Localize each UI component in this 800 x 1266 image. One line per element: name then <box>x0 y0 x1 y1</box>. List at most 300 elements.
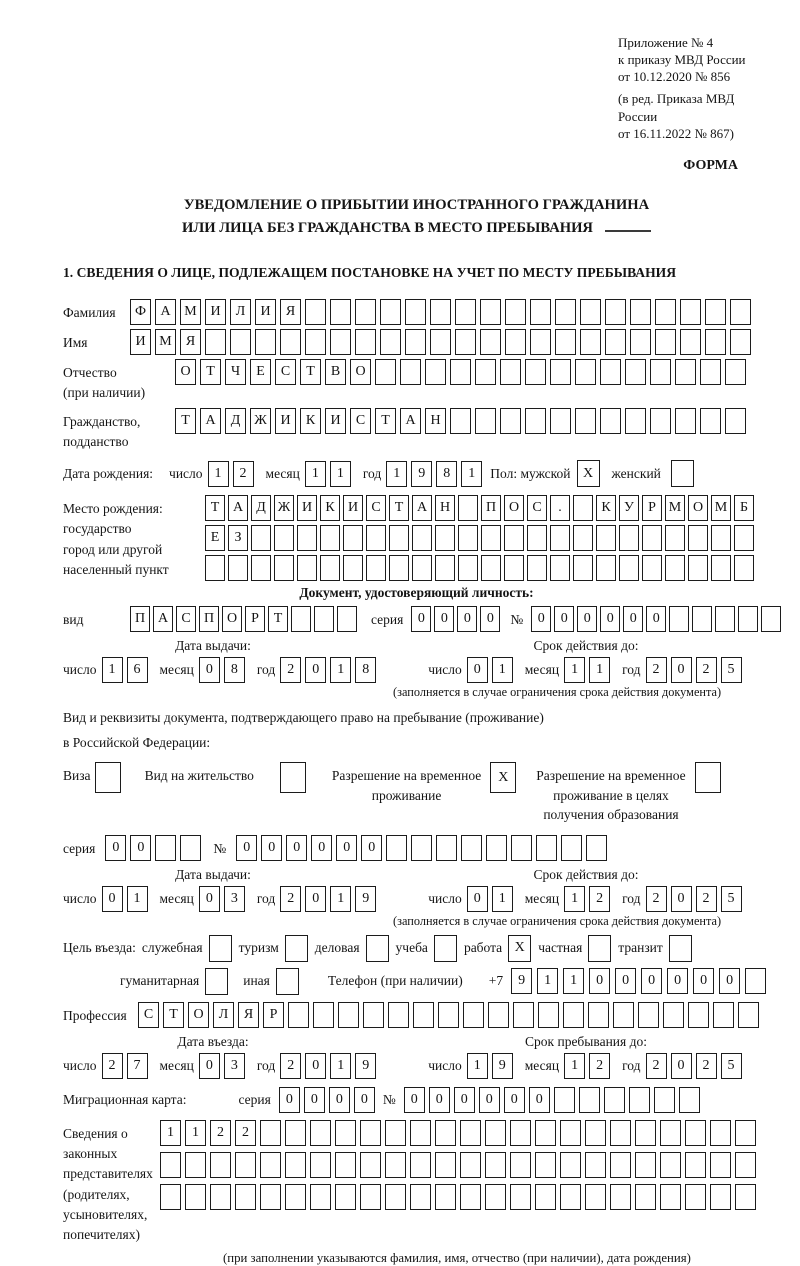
char-cell[interactable]: 0 <box>671 886 692 912</box>
char-cell[interactable]: И <box>255 299 276 325</box>
char-cell[interactable] <box>413 1002 434 1028</box>
char-cell[interactable] <box>438 1002 459 1028</box>
char-cell[interactable]: Б <box>734 495 754 521</box>
char-cell[interactable] <box>330 329 351 355</box>
char-cell[interactable] <box>730 299 751 325</box>
char-cell[interactable]: 2 <box>235 1120 256 1146</box>
char-cell[interactable]: 0 <box>286 835 307 861</box>
char-cell[interactable]: 2 <box>210 1120 231 1146</box>
char-cell[interactable] <box>405 299 426 325</box>
char-cell[interactable]: 0 <box>479 1087 500 1113</box>
char-cell[interactable] <box>485 1120 506 1146</box>
char-cell[interactable] <box>730 329 751 355</box>
char-cell[interactable] <box>297 555 317 581</box>
char-cell[interactable]: 0 <box>693 968 714 994</box>
char-cell[interactable]: 2 <box>696 886 717 912</box>
char-cell[interactable] <box>535 1120 556 1146</box>
char-cell[interactable]: 0 <box>105 835 126 861</box>
char-cell[interactable] <box>355 329 376 355</box>
char-cell[interactable]: Н <box>435 495 455 521</box>
char-cell[interactable] <box>660 1152 681 1178</box>
char-cell[interactable]: 2 <box>589 1053 610 1079</box>
char-cell[interactable]: 1 <box>461 461 482 487</box>
char-cell[interactable]: 1 <box>330 886 351 912</box>
char-cell[interactable]: 0 <box>404 1087 425 1113</box>
char-cell[interactable] <box>711 525 731 551</box>
char-cell[interactable] <box>155 835 176 861</box>
char-cell[interactable]: Я <box>280 299 301 325</box>
char-cell[interactable]: Е <box>250 359 271 385</box>
char-cell[interactable]: О <box>504 495 524 521</box>
char-cell[interactable] <box>688 525 708 551</box>
char-cell[interactable]: Д <box>251 495 271 521</box>
char-cell[interactable]: И <box>343 495 363 521</box>
char-cell[interactable] <box>600 359 621 385</box>
char-cell[interactable] <box>450 359 471 385</box>
char-cell[interactable] <box>688 1002 709 1028</box>
char-cell[interactable]: . <box>550 495 570 521</box>
char-cell[interactable]: 2 <box>646 886 667 912</box>
char-cell[interactable] <box>680 329 701 355</box>
char-cell[interactable] <box>360 1184 381 1210</box>
char-cell[interactable] <box>185 1184 206 1210</box>
char-cell[interactable] <box>505 299 526 325</box>
char-cell[interactable] <box>555 329 576 355</box>
char-cell[interactable] <box>586 835 607 861</box>
char-cell[interactable] <box>485 1152 506 1178</box>
char-cell[interactable]: К <box>320 495 340 521</box>
char-cell[interactable]: С <box>138 1002 159 1028</box>
char-cell[interactable] <box>738 606 758 632</box>
char-cell[interactable]: 0 <box>304 1087 325 1113</box>
char-cell[interactable]: А <box>155 299 176 325</box>
char-cell[interactable]: 0 <box>577 606 597 632</box>
char-cell[interactable] <box>619 555 639 581</box>
char-cell[interactable] <box>538 1002 559 1028</box>
char-cell[interactable]: С <box>366 495 386 521</box>
char-cell[interactable]: 0 <box>336 835 357 861</box>
char-cell[interactable] <box>669 935 692 962</box>
char-cell[interactable] <box>510 1152 531 1178</box>
char-cell[interactable] <box>460 1184 481 1210</box>
char-cell[interactable] <box>310 1120 331 1146</box>
char-cell[interactable] <box>596 555 616 581</box>
char-cell[interactable] <box>260 1120 281 1146</box>
char-cell[interactable] <box>305 329 326 355</box>
char-cell[interactable]: 1 <box>330 461 351 487</box>
char-cell[interactable]: 2 <box>233 461 254 487</box>
char-cell[interactable] <box>527 555 547 581</box>
char-cell[interactable]: Т <box>375 408 396 434</box>
char-cell[interactable] <box>679 1087 700 1113</box>
char-cell[interactable]: 9 <box>492 1053 513 1079</box>
char-cell[interactable]: М <box>155 329 176 355</box>
char-cell[interactable] <box>410 1184 431 1210</box>
char-cell[interactable] <box>280 329 301 355</box>
char-cell[interactable] <box>180 835 201 861</box>
char-cell[interactable] <box>274 525 294 551</box>
char-cell[interactable] <box>412 525 432 551</box>
char-cell[interactable]: 1 <box>330 1053 351 1079</box>
char-cell[interactable] <box>685 1184 706 1210</box>
char-cell[interactable]: 1 <box>160 1120 181 1146</box>
char-cell[interactable]: 0 <box>600 606 620 632</box>
char-cell[interactable] <box>435 555 455 581</box>
char-cell[interactable]: Л <box>213 1002 234 1028</box>
char-cell[interactable] <box>513 1002 534 1028</box>
char-cell[interactable] <box>455 299 476 325</box>
char-cell[interactable] <box>436 835 457 861</box>
char-cell[interactable] <box>480 329 501 355</box>
char-cell[interactable]: Я <box>238 1002 259 1028</box>
char-cell[interactable] <box>481 555 501 581</box>
char-cell[interactable]: 0 <box>719 968 740 994</box>
char-cell[interactable] <box>288 1002 309 1028</box>
char-cell[interactable] <box>455 329 476 355</box>
char-cell[interactable] <box>185 1152 206 1178</box>
char-cell[interactable]: 1 <box>305 461 326 487</box>
char-cell[interactable]: 1 <box>589 657 610 683</box>
char-cell[interactable] <box>435 1120 456 1146</box>
char-cell[interactable]: 2 <box>646 1053 667 1079</box>
char-cell[interactable]: 0 <box>354 1087 375 1113</box>
char-cell[interactable]: П <box>481 495 501 521</box>
char-cell[interactable]: Р <box>263 1002 284 1028</box>
char-cell[interactable]: 0 <box>457 606 477 632</box>
char-cell[interactable] <box>710 1152 731 1178</box>
char-cell[interactable] <box>400 359 421 385</box>
char-cell[interactable]: Т <box>200 359 221 385</box>
char-cell[interactable] <box>285 1152 306 1178</box>
char-cell[interactable] <box>527 525 547 551</box>
char-cell[interactable]: 2 <box>280 1053 301 1079</box>
char-cell[interactable]: О <box>350 359 371 385</box>
char-cell[interactable] <box>297 525 317 551</box>
char-cell[interactable] <box>389 555 409 581</box>
char-cell[interactable]: 2 <box>646 657 667 683</box>
char-cell[interactable] <box>610 1152 631 1178</box>
char-cell[interactable] <box>588 935 611 962</box>
char-cell[interactable] <box>386 835 407 861</box>
char-cell[interactable] <box>613 1002 634 1028</box>
char-cell[interactable]: 0 <box>329 1087 350 1113</box>
char-cell[interactable] <box>210 1184 231 1210</box>
char-cell[interactable] <box>650 408 671 434</box>
char-cell[interactable]: 8 <box>355 657 376 683</box>
char-cell[interactable]: 2 <box>589 886 610 912</box>
char-cell[interactable] <box>504 525 524 551</box>
char-cell[interactable] <box>535 1152 556 1178</box>
char-cell[interactable] <box>276 968 299 995</box>
char-cell[interactable] <box>650 359 671 385</box>
char-cell[interactable] <box>561 835 582 861</box>
char-cell[interactable] <box>460 1120 481 1146</box>
char-cell[interactable]: С <box>527 495 547 521</box>
char-cell[interactable]: С <box>350 408 371 434</box>
char-cell[interactable] <box>573 525 593 551</box>
char-cell[interactable]: 1 <box>492 657 513 683</box>
char-cell[interactable] <box>735 1120 756 1146</box>
char-cell[interactable]: 5 <box>721 886 742 912</box>
char-cell[interactable]: Р <box>642 495 662 521</box>
char-cell[interactable]: И <box>205 299 226 325</box>
char-cell[interactable] <box>251 525 271 551</box>
char-cell[interactable]: Т <box>175 408 196 434</box>
char-cell[interactable]: 0 <box>615 968 636 994</box>
char-cell[interactable] <box>435 525 455 551</box>
char-cell[interactable] <box>654 1087 675 1113</box>
char-cell[interactable] <box>705 299 726 325</box>
char-cell[interactable] <box>450 408 471 434</box>
char-cell[interactable] <box>338 1002 359 1028</box>
char-cell[interactable] <box>235 1152 256 1178</box>
char-cell[interactable] <box>314 606 334 632</box>
char-cell[interactable] <box>700 359 721 385</box>
char-cell[interactable] <box>366 555 386 581</box>
char-cell[interactable]: 0 <box>504 1087 525 1113</box>
char-cell[interactable] <box>554 1087 575 1113</box>
char-cell[interactable] <box>685 1120 706 1146</box>
char-cell[interactable]: 0 <box>261 835 282 861</box>
char-cell[interactable]: 8 <box>224 657 245 683</box>
char-cell[interactable] <box>285 1120 306 1146</box>
char-cell[interactable] <box>485 1184 506 1210</box>
char-cell[interactable] <box>375 359 396 385</box>
char-cell[interactable] <box>625 408 646 434</box>
char-cell[interactable]: О <box>175 359 196 385</box>
char-cell[interactable] <box>251 555 271 581</box>
char-cell[interactable] <box>366 935 389 962</box>
char-cell[interactable] <box>486 835 507 861</box>
char-cell[interactable]: 1 <box>564 657 585 683</box>
char-cell[interactable]: 0 <box>623 606 643 632</box>
char-cell[interactable]: 0 <box>305 657 326 683</box>
char-cell[interactable]: 2 <box>280 886 301 912</box>
char-cell[interactable]: Л <box>230 299 251 325</box>
char-cell[interactable] <box>700 408 721 434</box>
char-cell[interactable] <box>550 408 571 434</box>
char-cell[interactable]: 7 <box>127 1053 148 1079</box>
char-cell[interactable] <box>460 1152 481 1178</box>
char-cell[interactable] <box>458 555 478 581</box>
char-cell[interactable] <box>660 1120 681 1146</box>
char-cell[interactable] <box>761 606 781 632</box>
char-cell[interactable] <box>363 1002 384 1028</box>
char-cell[interactable]: А <box>153 606 173 632</box>
char-cell[interactable] <box>337 606 357 632</box>
char-cell[interactable] <box>500 408 521 434</box>
char-cell[interactable]: 0 <box>671 657 692 683</box>
char-cell[interactable] <box>580 329 601 355</box>
char-cell[interactable]: 1 <box>330 657 351 683</box>
char-cell[interactable]: 0 <box>434 606 454 632</box>
char-cell[interactable] <box>635 1184 656 1210</box>
char-cell[interactable] <box>310 1184 331 1210</box>
char-cell[interactable] <box>725 359 746 385</box>
char-cell[interactable] <box>675 408 696 434</box>
char-cell[interactable]: И <box>275 408 296 434</box>
char-cell[interactable]: 5 <box>721 1053 742 1079</box>
char-cell[interactable]: 0 <box>667 968 688 994</box>
char-cell[interactable]: 0 <box>646 606 666 632</box>
char-cell[interactable] <box>695 762 721 793</box>
char-cell[interactable]: З <box>228 525 248 551</box>
char-cell[interactable] <box>715 606 735 632</box>
char-cell[interactable] <box>685 1152 706 1178</box>
char-cell[interactable]: С <box>275 359 296 385</box>
char-cell[interactable] <box>711 555 731 581</box>
char-cell[interactable]: Ч <box>225 359 246 385</box>
char-cell[interactable]: П <box>130 606 150 632</box>
char-cell[interactable]: 1 <box>185 1120 206 1146</box>
char-cell[interactable]: 9 <box>355 886 376 912</box>
char-cell[interactable]: 0 <box>279 1087 300 1113</box>
char-cell[interactable]: М <box>711 495 731 521</box>
char-cell[interactable]: 3 <box>224 1053 245 1079</box>
char-cell[interactable]: Т <box>268 606 288 632</box>
char-cell[interactable]: 0 <box>429 1087 450 1113</box>
char-cell[interactable] <box>335 1120 356 1146</box>
char-cell[interactable] <box>434 935 457 962</box>
char-cell[interactable] <box>675 359 696 385</box>
char-cell[interactable] <box>388 1002 409 1028</box>
char-cell[interactable] <box>410 1152 431 1178</box>
char-cell[interactable] <box>380 299 401 325</box>
char-cell[interactable] <box>734 555 754 581</box>
char-cell[interactable] <box>725 408 746 434</box>
char-cell[interactable] <box>710 1120 731 1146</box>
char-cell[interactable]: 0 <box>554 606 574 632</box>
char-cell[interactable] <box>505 329 526 355</box>
char-cell[interactable] <box>530 299 551 325</box>
char-cell[interactable]: Ф <box>130 299 151 325</box>
char-cell[interactable] <box>280 762 306 793</box>
char-cell[interactable] <box>305 299 326 325</box>
char-cell[interactable]: 0 <box>454 1087 475 1113</box>
char-cell[interactable]: 1 <box>564 1053 585 1079</box>
char-cell[interactable]: Ж <box>274 495 294 521</box>
char-cell[interactable] <box>260 1184 281 1210</box>
char-cell[interactable] <box>425 359 446 385</box>
char-cell[interactable] <box>510 1184 531 1210</box>
char-cell[interactable] <box>260 1152 281 1178</box>
char-cell[interactable] <box>235 1184 256 1210</box>
char-cell[interactable] <box>366 525 386 551</box>
char-cell[interactable] <box>705 329 726 355</box>
char-cell[interactable] <box>692 606 712 632</box>
char-cell[interactable] <box>635 1152 656 1178</box>
char-cell[interactable] <box>555 299 576 325</box>
char-cell[interactable] <box>525 408 546 434</box>
char-cell[interactable]: 1 <box>564 886 585 912</box>
char-cell[interactable]: 1 <box>102 657 123 683</box>
char-cell[interactable] <box>285 935 308 962</box>
char-cell[interactable] <box>504 555 524 581</box>
char-cell[interactable]: 9 <box>355 1053 376 1079</box>
char-cell[interactable]: 2 <box>696 657 717 683</box>
char-cell[interactable]: 1 <box>467 1053 488 1079</box>
char-cell[interactable] <box>596 525 616 551</box>
char-cell[interactable] <box>355 299 376 325</box>
char-cell[interactable]: Т <box>205 495 225 521</box>
char-cell[interactable]: 9 <box>411 461 432 487</box>
char-cell[interactable] <box>610 1184 631 1210</box>
char-cell[interactable]: 1 <box>492 886 513 912</box>
char-cell[interactable] <box>475 359 496 385</box>
char-cell[interactable] <box>585 1120 606 1146</box>
char-cell[interactable]: О <box>222 606 242 632</box>
char-cell[interactable] <box>550 525 570 551</box>
char-cell[interactable] <box>405 329 426 355</box>
char-cell[interactable] <box>680 299 701 325</box>
char-cell[interactable] <box>663 1002 684 1028</box>
char-cell[interactable] <box>738 1002 759 1028</box>
char-cell[interactable]: К <box>596 495 616 521</box>
char-cell[interactable]: К <box>300 408 321 434</box>
char-cell[interactable]: И <box>325 408 346 434</box>
char-cell[interactable] <box>588 1002 609 1028</box>
char-cell[interactable] <box>430 329 451 355</box>
char-cell[interactable] <box>205 329 226 355</box>
char-cell[interactable] <box>385 1184 406 1210</box>
char-cell[interactable]: 0 <box>531 606 551 632</box>
char-cell[interactable] <box>481 525 501 551</box>
char-cell[interactable] <box>205 555 225 581</box>
char-cell[interactable]: 1 <box>563 968 584 994</box>
char-cell[interactable] <box>330 299 351 325</box>
char-cell[interactable] <box>410 1120 431 1146</box>
char-cell[interactable] <box>655 299 676 325</box>
char-cell[interactable] <box>735 1152 756 1178</box>
char-cell[interactable] <box>435 1184 456 1210</box>
char-cell[interactable] <box>380 329 401 355</box>
char-cell[interactable]: А <box>412 495 432 521</box>
char-cell[interactable]: У <box>619 495 639 521</box>
char-cell[interactable]: 1 <box>386 461 407 487</box>
char-cell[interactable] <box>579 1087 600 1113</box>
char-cell[interactable] <box>671 460 694 487</box>
char-cell[interactable] <box>735 1184 756 1210</box>
char-cell[interactable] <box>619 525 639 551</box>
char-cell[interactable] <box>629 1087 650 1113</box>
char-cell[interactable]: И <box>130 329 151 355</box>
char-cell[interactable] <box>95 762 121 793</box>
char-cell[interactable]: 0 <box>589 968 610 994</box>
char-cell[interactable] <box>560 1184 581 1210</box>
char-cell[interactable] <box>642 555 662 581</box>
char-cell[interactable] <box>205 968 228 995</box>
char-cell[interactable] <box>525 359 546 385</box>
char-cell[interactable] <box>360 1152 381 1178</box>
char-cell[interactable] <box>210 1152 231 1178</box>
char-cell[interactable] <box>463 1002 484 1028</box>
char-cell[interactable]: Т <box>163 1002 184 1028</box>
char-cell[interactable]: О <box>188 1002 209 1028</box>
char-cell[interactable]: 3 <box>224 886 245 912</box>
char-cell[interactable]: 6 <box>127 657 148 683</box>
char-cell[interactable] <box>412 555 432 581</box>
char-cell[interactable]: 1 <box>127 886 148 912</box>
char-cell[interactable]: 0 <box>199 657 220 683</box>
char-cell[interactable] <box>530 329 551 355</box>
char-cell[interactable]: 2 <box>280 657 301 683</box>
char-cell[interactable]: 0 <box>199 886 220 912</box>
char-cell[interactable] <box>688 555 708 581</box>
char-cell[interactable] <box>535 1184 556 1210</box>
char-cell[interactable] <box>458 525 478 551</box>
char-cell[interactable]: 1 <box>537 968 558 994</box>
char-cell[interactable]: Е <box>205 525 225 551</box>
